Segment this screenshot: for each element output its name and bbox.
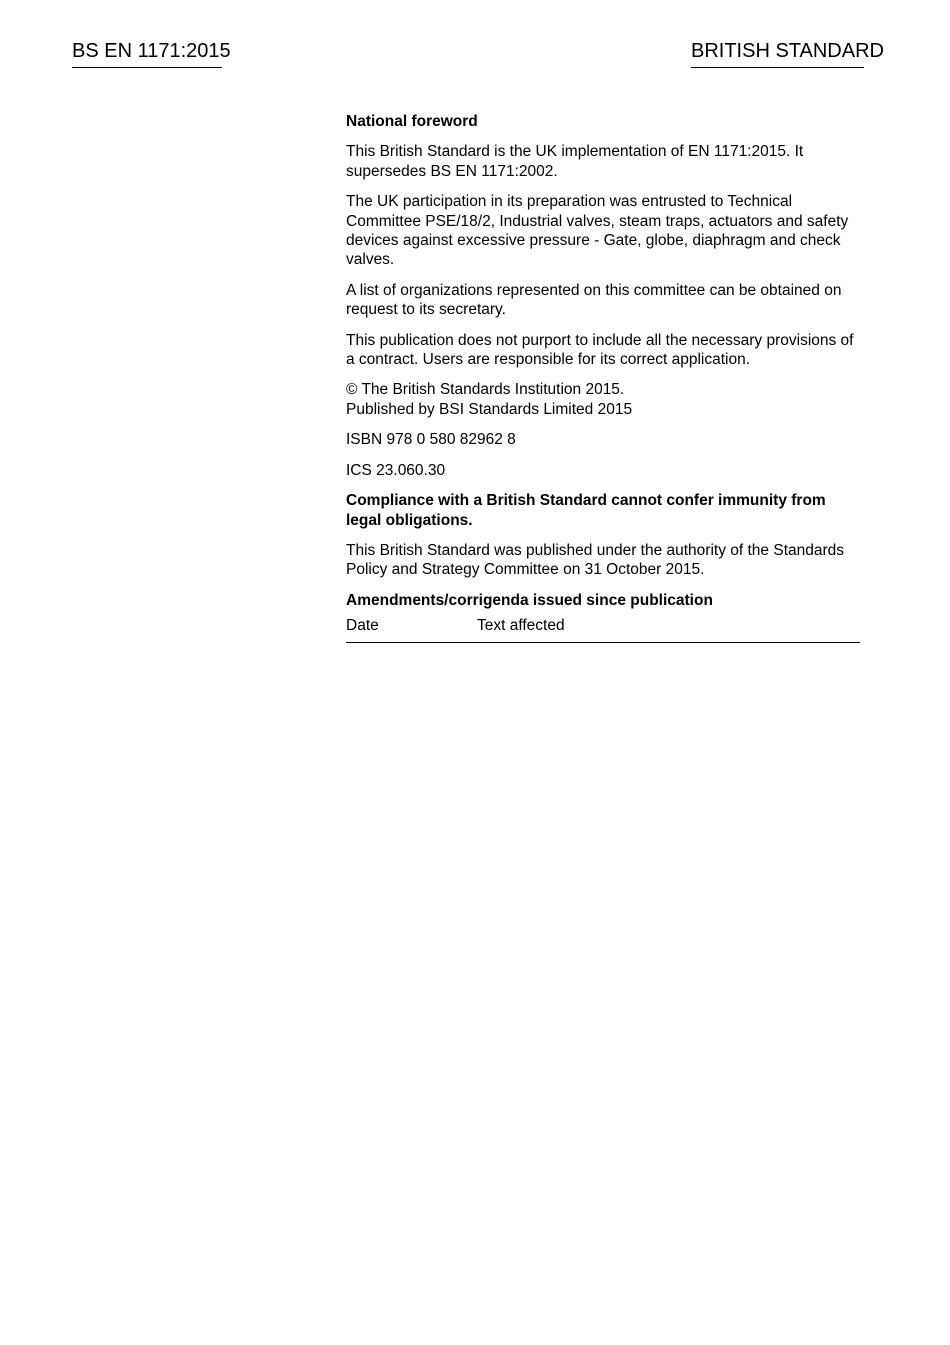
- foreword-paragraph-implementation: This British Standard is the UK implementation of EN 1171:2015. It supersedes BS EN 1171:2002.: [346, 143, 804, 180]
- foreword-paragraph-contract: This publication does not purport to include all the necessary provisions of a contract. Users are responsible for its correct application.: [346, 331, 854, 369]
- amendments-header-row: [346, 616, 860, 643]
- header-standard-type: BRITISH STANDARD: [691, 39, 864, 68]
- compliance-notice: Compliance with a British Standard cannot confer immunity from legal obligations.: [346, 492, 826, 529]
- national-foreword-section: [346, 112, 860, 643]
- publisher-line: Published by BSI Standards Limited 2015: [346, 400, 633, 418]
- foreword-paragraph-organizations: A list of organizations represented on this committee can be obtained on request to its secretary.: [346, 281, 842, 319]
- ics-line: ICS 23.060.30: [346, 461, 446, 479]
- copyright-line: © The British Standards Institution 2015.: [346, 381, 625, 399]
- amendments-column-date: Date: [346, 616, 477, 643]
- authority-statement: This British Standard was published under the authority of the Standards Policy and Strategy Committee on 31 October 2015.: [346, 541, 845, 579]
- foreword-title: National foreword: [346, 113, 478, 130]
- amendments-table: [346, 616, 860, 643]
- isbn-line: ISBN 978 0 580 82962 8: [346, 431, 516, 449]
- amendments-column-text-affected: Text affected: [477, 616, 860, 643]
- amendments-title: Amendments/corrigenda issued since publication: [346, 591, 713, 609]
- header-standard-number: BS EN 1171:2015: [72, 39, 222, 68]
- copyright-block: [346, 380, 860, 419]
- foreword-paragraph-committee: The UK participation in its preparation was entrusted to Technical Committee PSE/18/2, Industrial valves, steam traps, actuators and safety devices against excessive pressure - Gate, globe, diaphragm and check valves.: [346, 193, 849, 269]
